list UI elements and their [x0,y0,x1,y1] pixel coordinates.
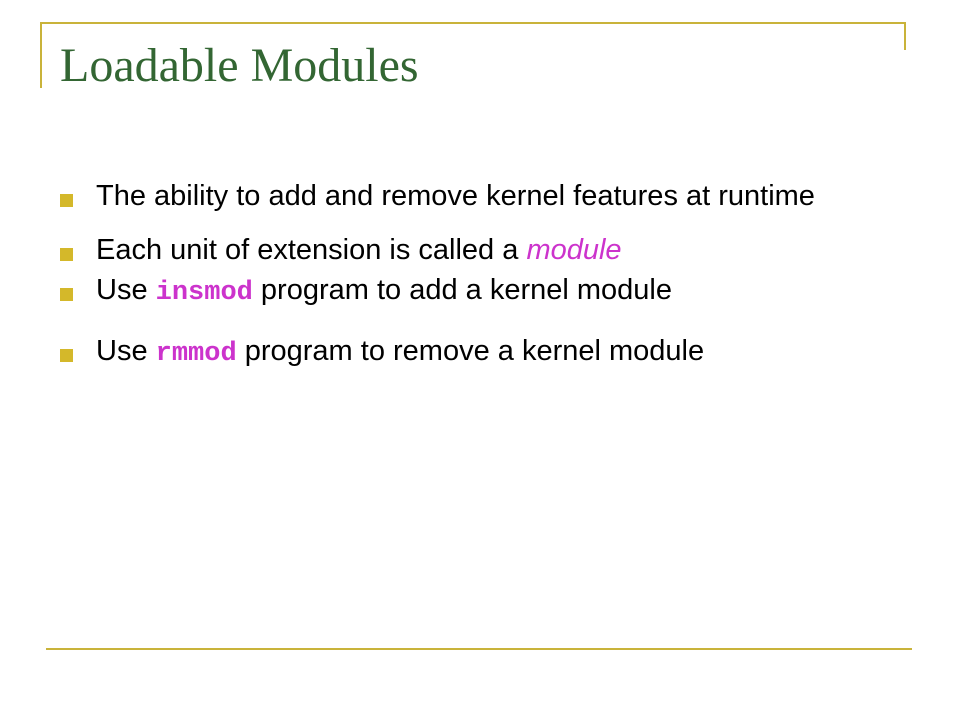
frame-left-line [40,22,42,88]
frame-right-line [904,22,906,50]
emphasis-term: module [526,234,622,266]
frame-top-line [40,22,906,24]
bullet-text: Use [96,335,156,367]
bullet-text: Each unit of extension is called a [96,234,527,266]
bullet-text: program to remove a kernel module [236,335,705,367]
bullet-item [60,230,900,270]
code-term: rmmod [155,339,237,369]
bullet-text: program to add a kernel module [252,274,672,306]
frame-bottom-line [46,648,912,650]
bullet-item [60,270,900,313]
code-term: insmod [155,278,253,308]
bullet-text: The ability to add and remove kernel features at runtime [96,180,815,212]
bullet-list [60,176,900,376]
bullet-text: Use [96,274,156,306]
bullet-square-icon [60,288,73,301]
bullet-item [60,329,900,376]
bullet-item [60,176,900,216]
bullet-square-icon [60,248,73,261]
bullet-square-icon [60,349,73,362]
slide-title: Loadable Modules [60,39,419,92]
bullet-square-icon [60,194,73,207]
